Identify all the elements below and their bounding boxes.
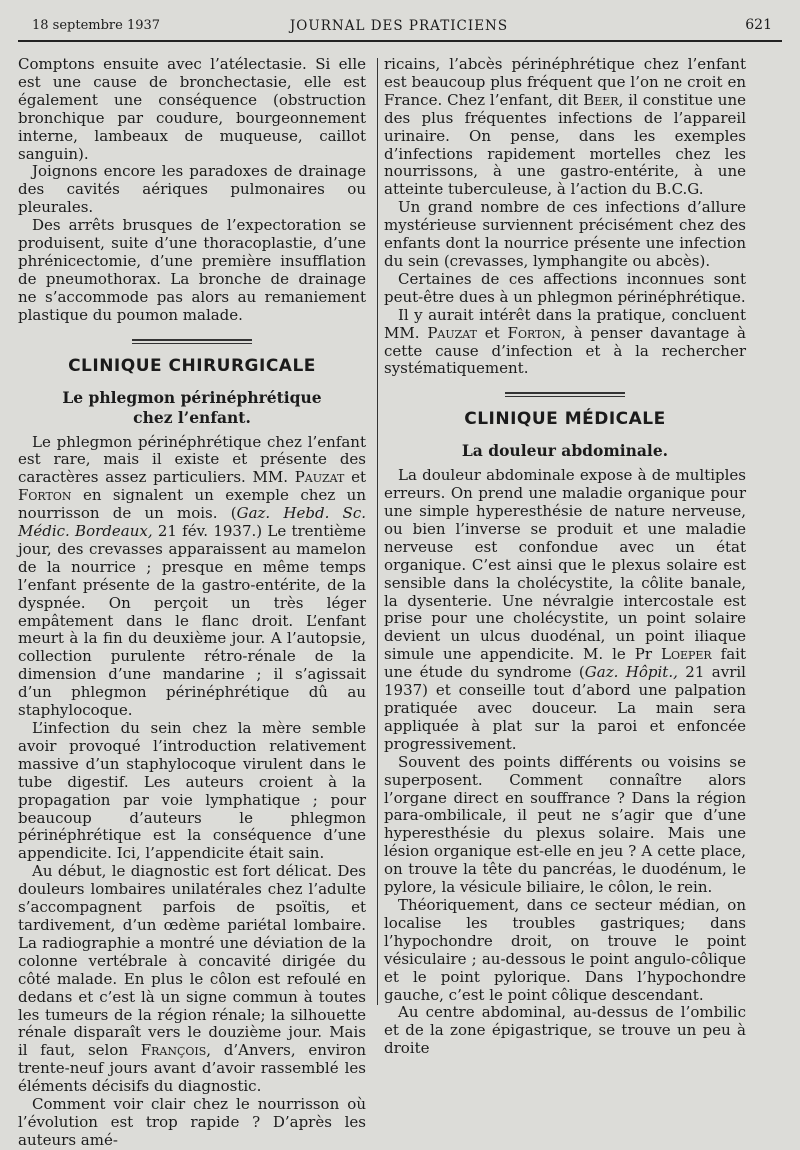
- paragraph: Un grand nombre de ces infections d’allure mystérieuse surviennent précisément chez des enfants dont la nourrice présente une infection du sein (crevasses, lymphangite ou abcès).: [384, 198, 746, 270]
- text-run: et: [476, 323, 508, 342]
- author-name: Pauzat: [294, 468, 345, 487]
- citation: Gaz. Hebd. Sc. Médic. Bordeaux,: [18, 504, 366, 541]
- paragraph: Comment voir clair chez le nourrisson où l’évolution est trop rapide ? D’après les auteurs amé-: [18, 1095, 366, 1149]
- text-run: Au début, le diagnostic est fort délicat. Des douleurs lombaires unilatérales chez l’adulte s’accompagnent parfois de psoïtis, et tardivement, d’un œdème pariétal lombaire. La radiographie a montré une déviation de la colonne vertébrale à concavité dirigée du côté malade. En plus le côlon est refoulé en dedans et c’est là un signe commun à toutes les tumeurs de la région rénale; la silhouette rénale disparaît vers le douzième jour. Mais il faut, selon: [18, 862, 366, 1060]
- text-run: en signalent un exemple chez un nourrisson de un mois. (: [18, 486, 366, 523]
- left-column: [18, 56, 366, 1150]
- paragraph: [384, 307, 746, 379]
- journal-title: JOURNAL DES PRATICIENS: [289, 18, 509, 34]
- author-name: François: [140, 1041, 207, 1060]
- text-run: Le phlegmon périnéphrétique chez l’enfant est rare, mais il existe et présente des caractères assez particuliers. MM.: [18, 432, 366, 487]
- section-separator: [132, 339, 252, 344]
- column-divider: [377, 58, 378, 1005]
- right-column: [384, 56, 746, 1058]
- author-name: Beer: [583, 90, 619, 109]
- text-run: , d’Anvers, environ trente-neuf jours avant d’avoir rassemblé les éléments décisifs du diagnostic.: [18, 1041, 366, 1096]
- paragraph: Certaines de ces affections inconnues sont peut-être dues à un phlegmon périnéphrétique.: [384, 269, 746, 306]
- paragraph: Théoriquement, dans ce secteur médian, on localise les troubles gastriques; dans l’hypochondre droit, on trouve le point vésiculaire ; au-dessous le point angulo-côlique et le point pylorique. Dans l’hypochondre gauche, c’est le point côlique descendant.: [384, 895, 746, 1004]
- running-header: [18, 14, 780, 36]
- paragraph: Au centre abdominal, au-dessus de l’ombilic et de la zone épigastrique, se trouve un peu à droite: [384, 1003, 746, 1058]
- paragraph: [18, 863, 366, 1096]
- paragraph: [18, 434, 366, 721]
- section-heading: CLINIQUE CHIRURGICALE: [68, 355, 316, 376]
- article-title-line: chez l’enfant.: [133, 407, 251, 427]
- article-title: [18, 388, 366, 428]
- paragraph: Des arrêts brusques de l’expectoration se produisent, suite d’une thoracoplastie, d’une phrénicectomie, d’une première insufflation de pneumothorax. La bronche de drainage ne s’accommode pas alors au remaniement plastique du poumon malade.: [18, 216, 366, 324]
- citation: Gaz. Hôpit.,: [584, 663, 678, 682]
- paragraph: Comptons ensuite avec l’atélectasie. Si elle est une cause de bronchectasie, elle est également une conséquence (obstruction bronchique par coudure, bourgeonnement interne, lambeaux de muqueuse, caillot sanguin).: [18, 55, 366, 163]
- text-run: Il y aurait intérêt dans la pratique, concluent MM.: [384, 305, 746, 342]
- text-run: fait une étude du syndrome (: [384, 645, 746, 682]
- paragraph: [384, 467, 746, 754]
- paragraph: Souvent des points différents ou voisins se superposent. Comment connaître alors l’organe direct en souffrance ? Dans la région para-ombilicale, il peut ne s’agir que d’une hyperesthésie du plexus solaire. Mais une lésion organique est-elle en jeu ? A cette place, on trouve la tête du pancréas, le duodénum, le pylore, la vésicule biliaire, le côlon, le rein.: [384, 752, 746, 897]
- text-run: La douleur abdominale expose à de multiples erreurs. On prend une maladie organique pour une simple hyperesthésie de nature nerveuse, ou bien l’inverse se produit et une maladie nerveuse est confondue avec un état organique. C’est ainsi que le plexus solaire est sensible dans la cholécystite, la côlite banale, la dysenterie. Une névralgie intercostale est prise pour une cholécystite, un point solaire devient un ulcus duodénal, un point iliaque simule une appendicite. M. le Pr: [384, 466, 746, 664]
- author-name: Pauzat: [427, 323, 477, 342]
- text-run: 21 avril 1937) et conseille tout d’abord une palpation pratiquée avec douceur. La main sera appliquée à plat sur la paroi et enfoncée progressivement.: [384, 663, 746, 753]
- author-name: Forton: [18, 486, 72, 505]
- paragraph: [384, 56, 746, 199]
- header-rule: [18, 40, 782, 42]
- text-run: et: [344, 468, 366, 487]
- article-title: La douleur abdominale.: [461, 441, 669, 461]
- paragraph: Joignons encore les paradoxes de drainage des cavités aériques pulmonaires ou pleurales.: [18, 162, 366, 217]
- author-name: Loeper: [660, 645, 712, 664]
- section-heading: CLINIQUE MÉDICALE: [464, 409, 666, 430]
- header-date: 18 septembre 1937: [32, 18, 161, 33]
- text-run: , à penser davantage à cette cause d’infection et à la rechercher systématiquement.: [384, 323, 746, 378]
- text-run: , il constitue une des plus fréquentes infections de l’appareil urinaire. On pense, dans les exemples d’infections rapidement mortelles chez les nourrissons, à une gastro-entérite, à une atteinte tuberculeuse, à l’action du B.C.G.: [384, 90, 746, 199]
- section-separator: [505, 392, 625, 397]
- article-title-line: Le phlegmon périnéphrétique: [62, 387, 322, 407]
- text-run: 21 fév. 1937.) Le trentième jour, des crevasses apparaissent au mamelon de la nourrice ; presque en même temps l’enfant présente de la gastro-entérite, de la dyspnée. On perçoit un très léger empâtement dans le flanc droit. L’enfant meurt à la fin du deuxième jour. A l’autopsie, collection purulente rétro-rénale de la dimension d’une mandarine ; il s’agissait d’un phlegmon périnéphrétique dû au staphylocoque.: [18, 522, 366, 720]
- paragraph: L’infection du sein chez la mère semble avoir provoqué l’introduction relativement massive d’un staphylocoque virulent dans le tube digestif. Les auteurs croient à la propagation par voie lymphatique ; pour beaucoup d’auteurs le phlegmon périnéphrétique est la conséquence d’une appendicite. Ici, l’appendicite était sain.: [18, 719, 366, 863]
- page-number: 621: [745, 17, 772, 33]
- author-name: Forton: [507, 323, 562, 342]
- text-run: ricains, l’abcès périnéphrétique chez l’enfant est beaucoup plus fréquent que l’on ne croit en France. Chez l’enfant, dit: [384, 55, 746, 109]
